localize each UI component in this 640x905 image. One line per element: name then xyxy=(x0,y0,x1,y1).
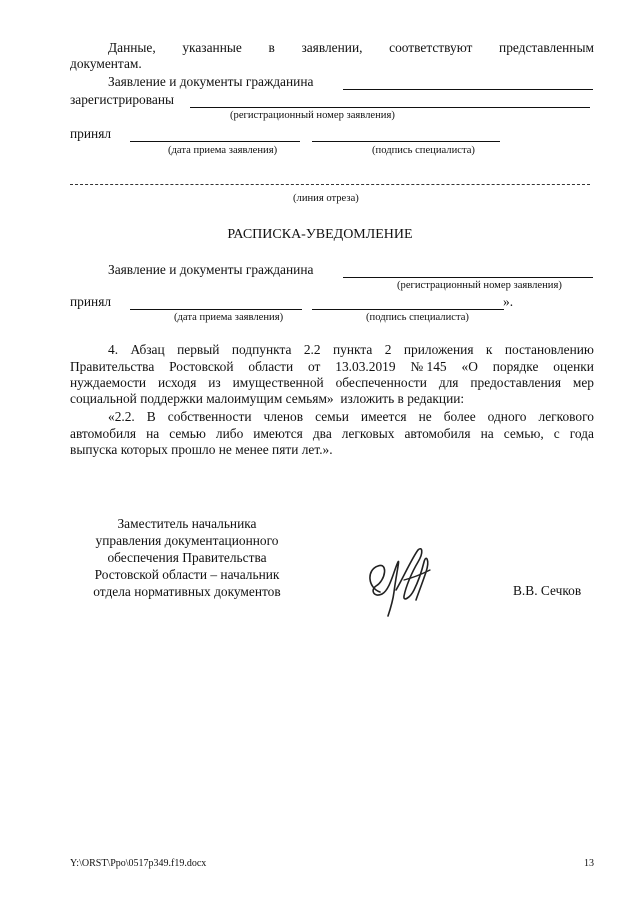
paragraph-4-line-2-word: № 145 xyxy=(410,359,447,374)
quote-line-1-word: одного xyxy=(487,409,527,424)
quote-line-2-word: автомобиля xyxy=(404,426,471,441)
quote-line-2-word: автомобиля xyxy=(70,426,137,441)
paragraph-4-line-2-word: Ростовской xyxy=(169,359,234,374)
signature-underline xyxy=(312,141,500,142)
top-caption-sign: (подпись специалиста) xyxy=(372,145,475,156)
receipt-end-mark: ». xyxy=(503,294,514,309)
position-line-2: управления документационного xyxy=(95,533,279,548)
paragraph-4-line-1-word: 4. xyxy=(108,342,119,357)
applicant-name-underline xyxy=(343,89,593,90)
paragraph-4-line-1-word: первый xyxy=(177,342,220,357)
paragraph-4-line-3-word: мер xyxy=(572,375,594,390)
paragraph-4-line-1-word: Абзац xyxy=(130,342,165,357)
quote-line-1-word: «2.2. xyxy=(108,409,135,424)
paragraph-4-line-1-word: пункта xyxy=(333,342,373,357)
footer-file-path: Y:\ORST\Ppo\0517p349.f19.docx xyxy=(70,858,207,869)
quote-line-3: выпуска которых прошло не менее пяти лет.». xyxy=(70,442,333,457)
signatory-name: В.В. Сечков xyxy=(513,583,582,598)
top-registered-label: зарегистрированы xyxy=(70,92,174,107)
top-line-1-word: представленным xyxy=(499,40,594,55)
quote-line-2-word: на xyxy=(480,426,494,441)
paragraph-4-line-3-word: обеспеченности xyxy=(335,375,427,390)
paragraph-4-line-2-word: порядке xyxy=(492,359,539,374)
paragraph-4-line-1-word: 2.2 xyxy=(303,342,321,357)
position-line-1: Заместитель начальника xyxy=(117,516,257,531)
quote-line-1-word: В xyxy=(146,409,156,424)
position-line-3: обеспечения Правительства xyxy=(107,550,267,565)
quote-line-2-word: либо xyxy=(215,426,244,441)
paragraph-4-line-2-word: от xyxy=(308,359,321,374)
quote-line-2-word: семью xyxy=(169,426,206,441)
top-line-1-word: в xyxy=(268,40,275,55)
receipt-date-underline xyxy=(130,309,302,310)
quote-line-2-word: семью, xyxy=(503,426,544,441)
paragraph-4-line-2-word: 13.03.2019 xyxy=(335,359,396,374)
receipt-signature-underline xyxy=(312,309,504,310)
position-line-5: отдела нормативных документов xyxy=(93,584,281,599)
paragraph-4-line-2-word: Правительства xyxy=(70,359,155,374)
paragraph-4-line-3-word: из xyxy=(208,375,221,390)
top-caption-date: (дата приема заявления) xyxy=(168,145,278,156)
paragraph-4-line-2-word: области xyxy=(248,359,294,374)
paragraph-4-line-1-word: приложения xyxy=(403,342,474,357)
paragraph-4-line-3-word: для xyxy=(438,375,459,390)
quote-line-1-word: более xyxy=(443,409,476,424)
quote-line-1-word: имеется xyxy=(360,409,407,424)
cut-line xyxy=(70,184,590,185)
receipt-applicant-label: Заявление и документы гражданина xyxy=(108,262,314,277)
handwritten-signature xyxy=(360,540,440,618)
paragraph-4-line-1-word: 2 xyxy=(384,342,392,357)
receipt-caption-date: (дата приема заявления) xyxy=(174,312,284,323)
receipt-applicant-underline xyxy=(343,277,593,278)
quote-line-1-word: не xyxy=(418,409,432,424)
top-line-1-word: указанные xyxy=(182,40,242,55)
quote-line-2 xyxy=(70,426,594,442)
top-line-1-word: Данные, xyxy=(108,40,156,55)
quote-line-2-word: имеются xyxy=(253,426,303,441)
paragraph-4-line-3-word: имущественной xyxy=(232,375,324,390)
receipt-caption-registration: (регистрационный номер заявления) xyxy=(397,280,562,291)
date-underline xyxy=(130,141,300,142)
position-line-4: Ростовской области – начальник xyxy=(94,567,280,582)
cut-line-caption: (линия отреза) xyxy=(293,193,359,204)
signatory-position xyxy=(72,515,302,600)
receipt-accepted-label: принял xyxy=(70,294,112,309)
top-line-1-word: соответствуют xyxy=(389,40,473,55)
paragraph-4-line-1-word: постановлению xyxy=(504,342,594,357)
quote-line-1-word: семьи xyxy=(315,409,349,424)
page-number: 13 xyxy=(584,858,594,869)
top-line-1-word: заявлении, xyxy=(301,40,363,55)
quote-line-2-word: на xyxy=(146,426,160,441)
registration-number-underline xyxy=(190,107,590,108)
paragraph-4-line-2-word: оценки xyxy=(553,359,594,374)
quote-line-1-word: членов xyxy=(263,409,304,424)
quote-line-1-word: легкового xyxy=(538,409,594,424)
quote-line-2-word: с xyxy=(553,426,560,441)
paragraph-4-line-3 xyxy=(70,375,594,391)
paragraph-4-line-2 xyxy=(70,359,594,375)
quote-line-2-word: легковых xyxy=(341,426,395,441)
paragraph-4-line-1 xyxy=(108,342,594,358)
top-applicant-label: Заявление и документы гражданина xyxy=(108,74,314,89)
quote-line-1 xyxy=(108,409,594,425)
top-caption-registration: (регистрационный номер заявления) xyxy=(230,110,395,121)
quote-line-2-word: два xyxy=(312,426,332,441)
receipt-caption-sign: (подпись специалиста) xyxy=(366,312,469,323)
paragraph-4-line-1-word: подпункта xyxy=(231,342,292,357)
paragraph-4-line-3-word: нуждаемости xyxy=(70,375,147,390)
paragraph-4-line-3-word: исходя xyxy=(157,375,197,390)
top-accepted-label: принял xyxy=(70,126,112,141)
top-line-1 xyxy=(108,40,594,56)
top-line-2: документам. xyxy=(70,56,142,71)
paragraph-4-line-1-word: к xyxy=(485,342,493,357)
receipt-title: РАСПИСКА-УВЕДОМЛЕНИЕ xyxy=(227,227,413,242)
paragraph-4-line-2-word: «О xyxy=(461,359,478,374)
paragraph-4-line-3-word: предоставления xyxy=(470,375,561,390)
quote-line-1-word: собственности xyxy=(167,409,252,424)
paragraph-4-line-4: социальной поддержки малоимущим семьям» изложить в редакции: xyxy=(70,391,465,406)
quote-line-2-word: года xyxy=(569,426,594,441)
